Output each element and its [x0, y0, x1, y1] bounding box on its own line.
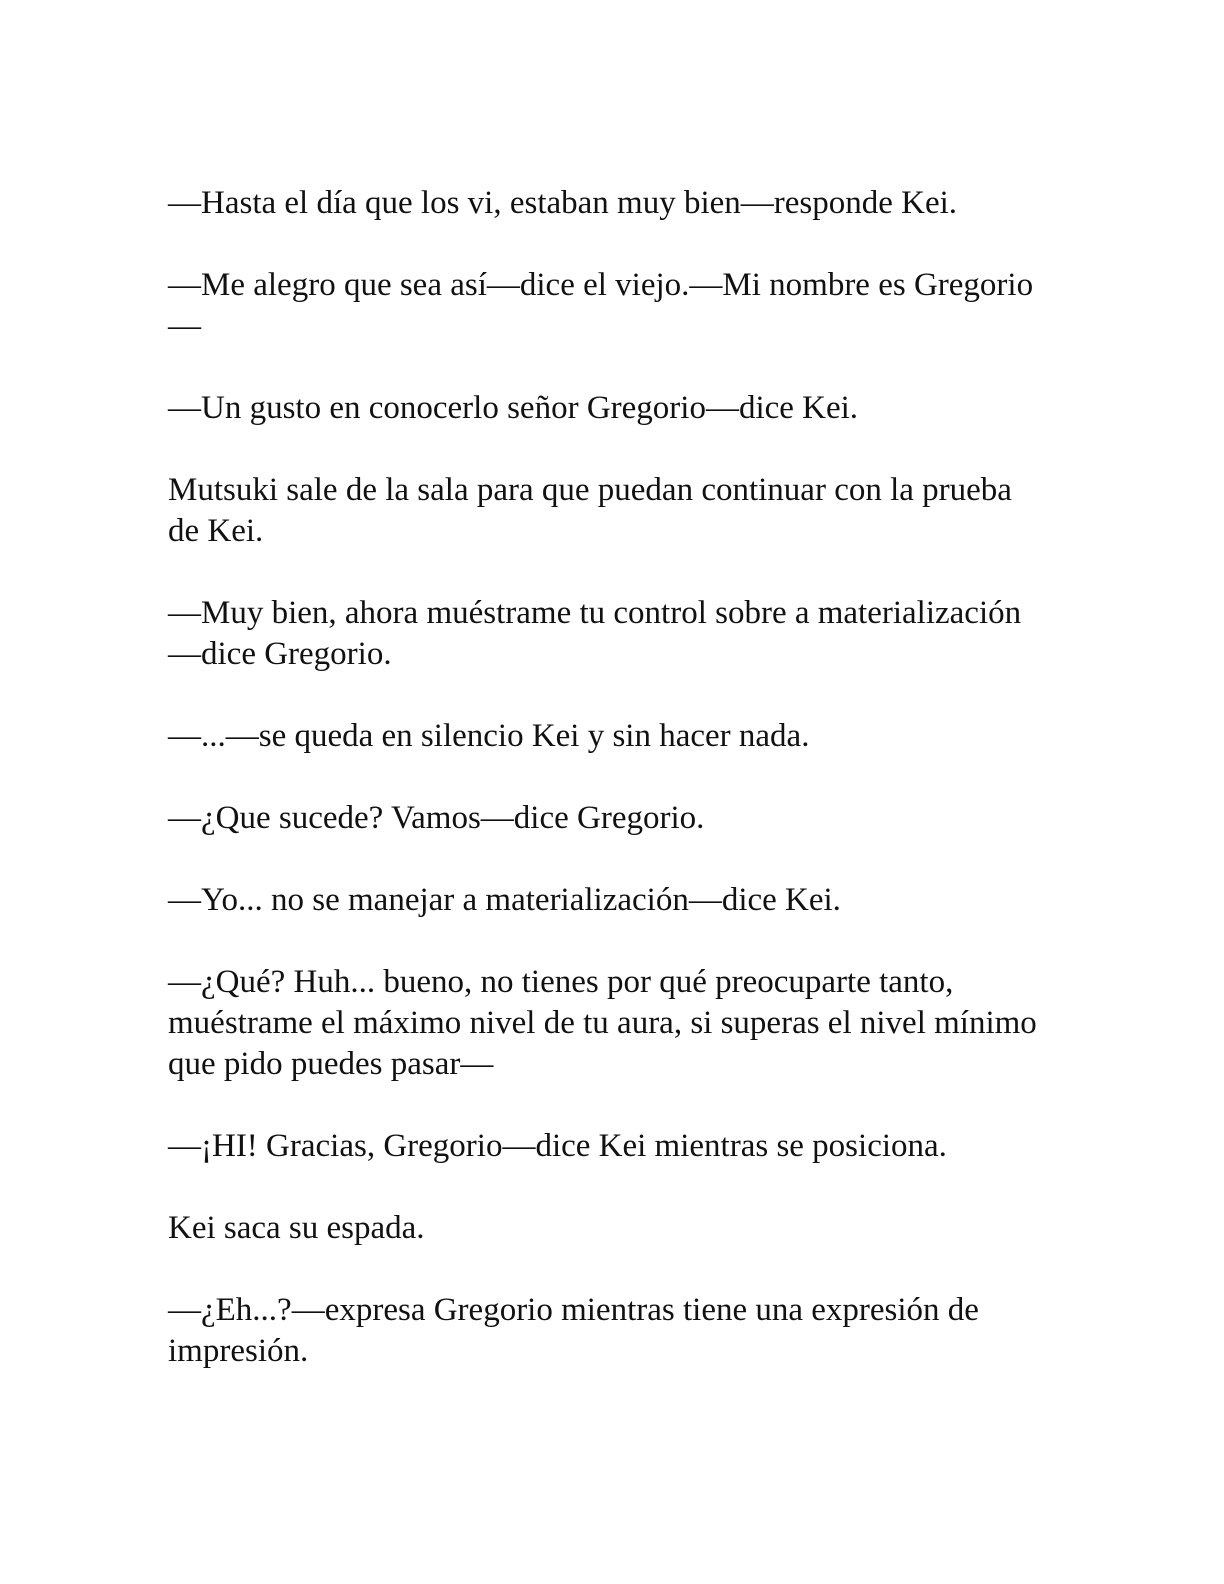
- paragraph: —Me alegro que sea así—dice el viejo.—Mi nombre es Gregorio—: [168, 267, 1034, 344]
- paragraph: —¡HI! Gracias, Gregorio—dice Kei mientras se posiciona.: [168, 1128, 947, 1164]
- paragraph: —¿Qué? Huh... bueno, no tienes por qué preocuparte tanto, muéstrame el máximo nivel de tu aura, si superas el nivel mínimo que pido puedes pasar—: [168, 964, 1037, 1082]
- paragraph: Mutsuki sale de la sala para que puedan continuar con la prueba de Kei.: [168, 472, 1012, 549]
- paragraph: —Yo... no se manejar a materialización—dice Kei.: [168, 882, 841, 918]
- paragraph: —Hasta el día que los vi, estaban muy bien—responde Kei.: [168, 185, 958, 221]
- document-page: [168, 183, 1048, 1413]
- paragraph: —¿Que sucede? Vamos—dice Gregorio.: [168, 800, 705, 836]
- paragraph: —¿Eh...?—expresa Gregorio mientras tiene una expresión de impresión.: [168, 1292, 979, 1369]
- paragraph: —Un gusto en conocerlo señor Gregorio—dice Kei.: [168, 390, 859, 426]
- paragraph: Kei saca su espada.: [168, 1210, 425, 1246]
- paragraph: —Muy bien, ahora muéstrame tu control sobre a materialización—dice Gregorio.: [168, 595, 1022, 672]
- paragraph: —...—se queda en silencio Kei y sin hacer nada.: [168, 718, 810, 754]
